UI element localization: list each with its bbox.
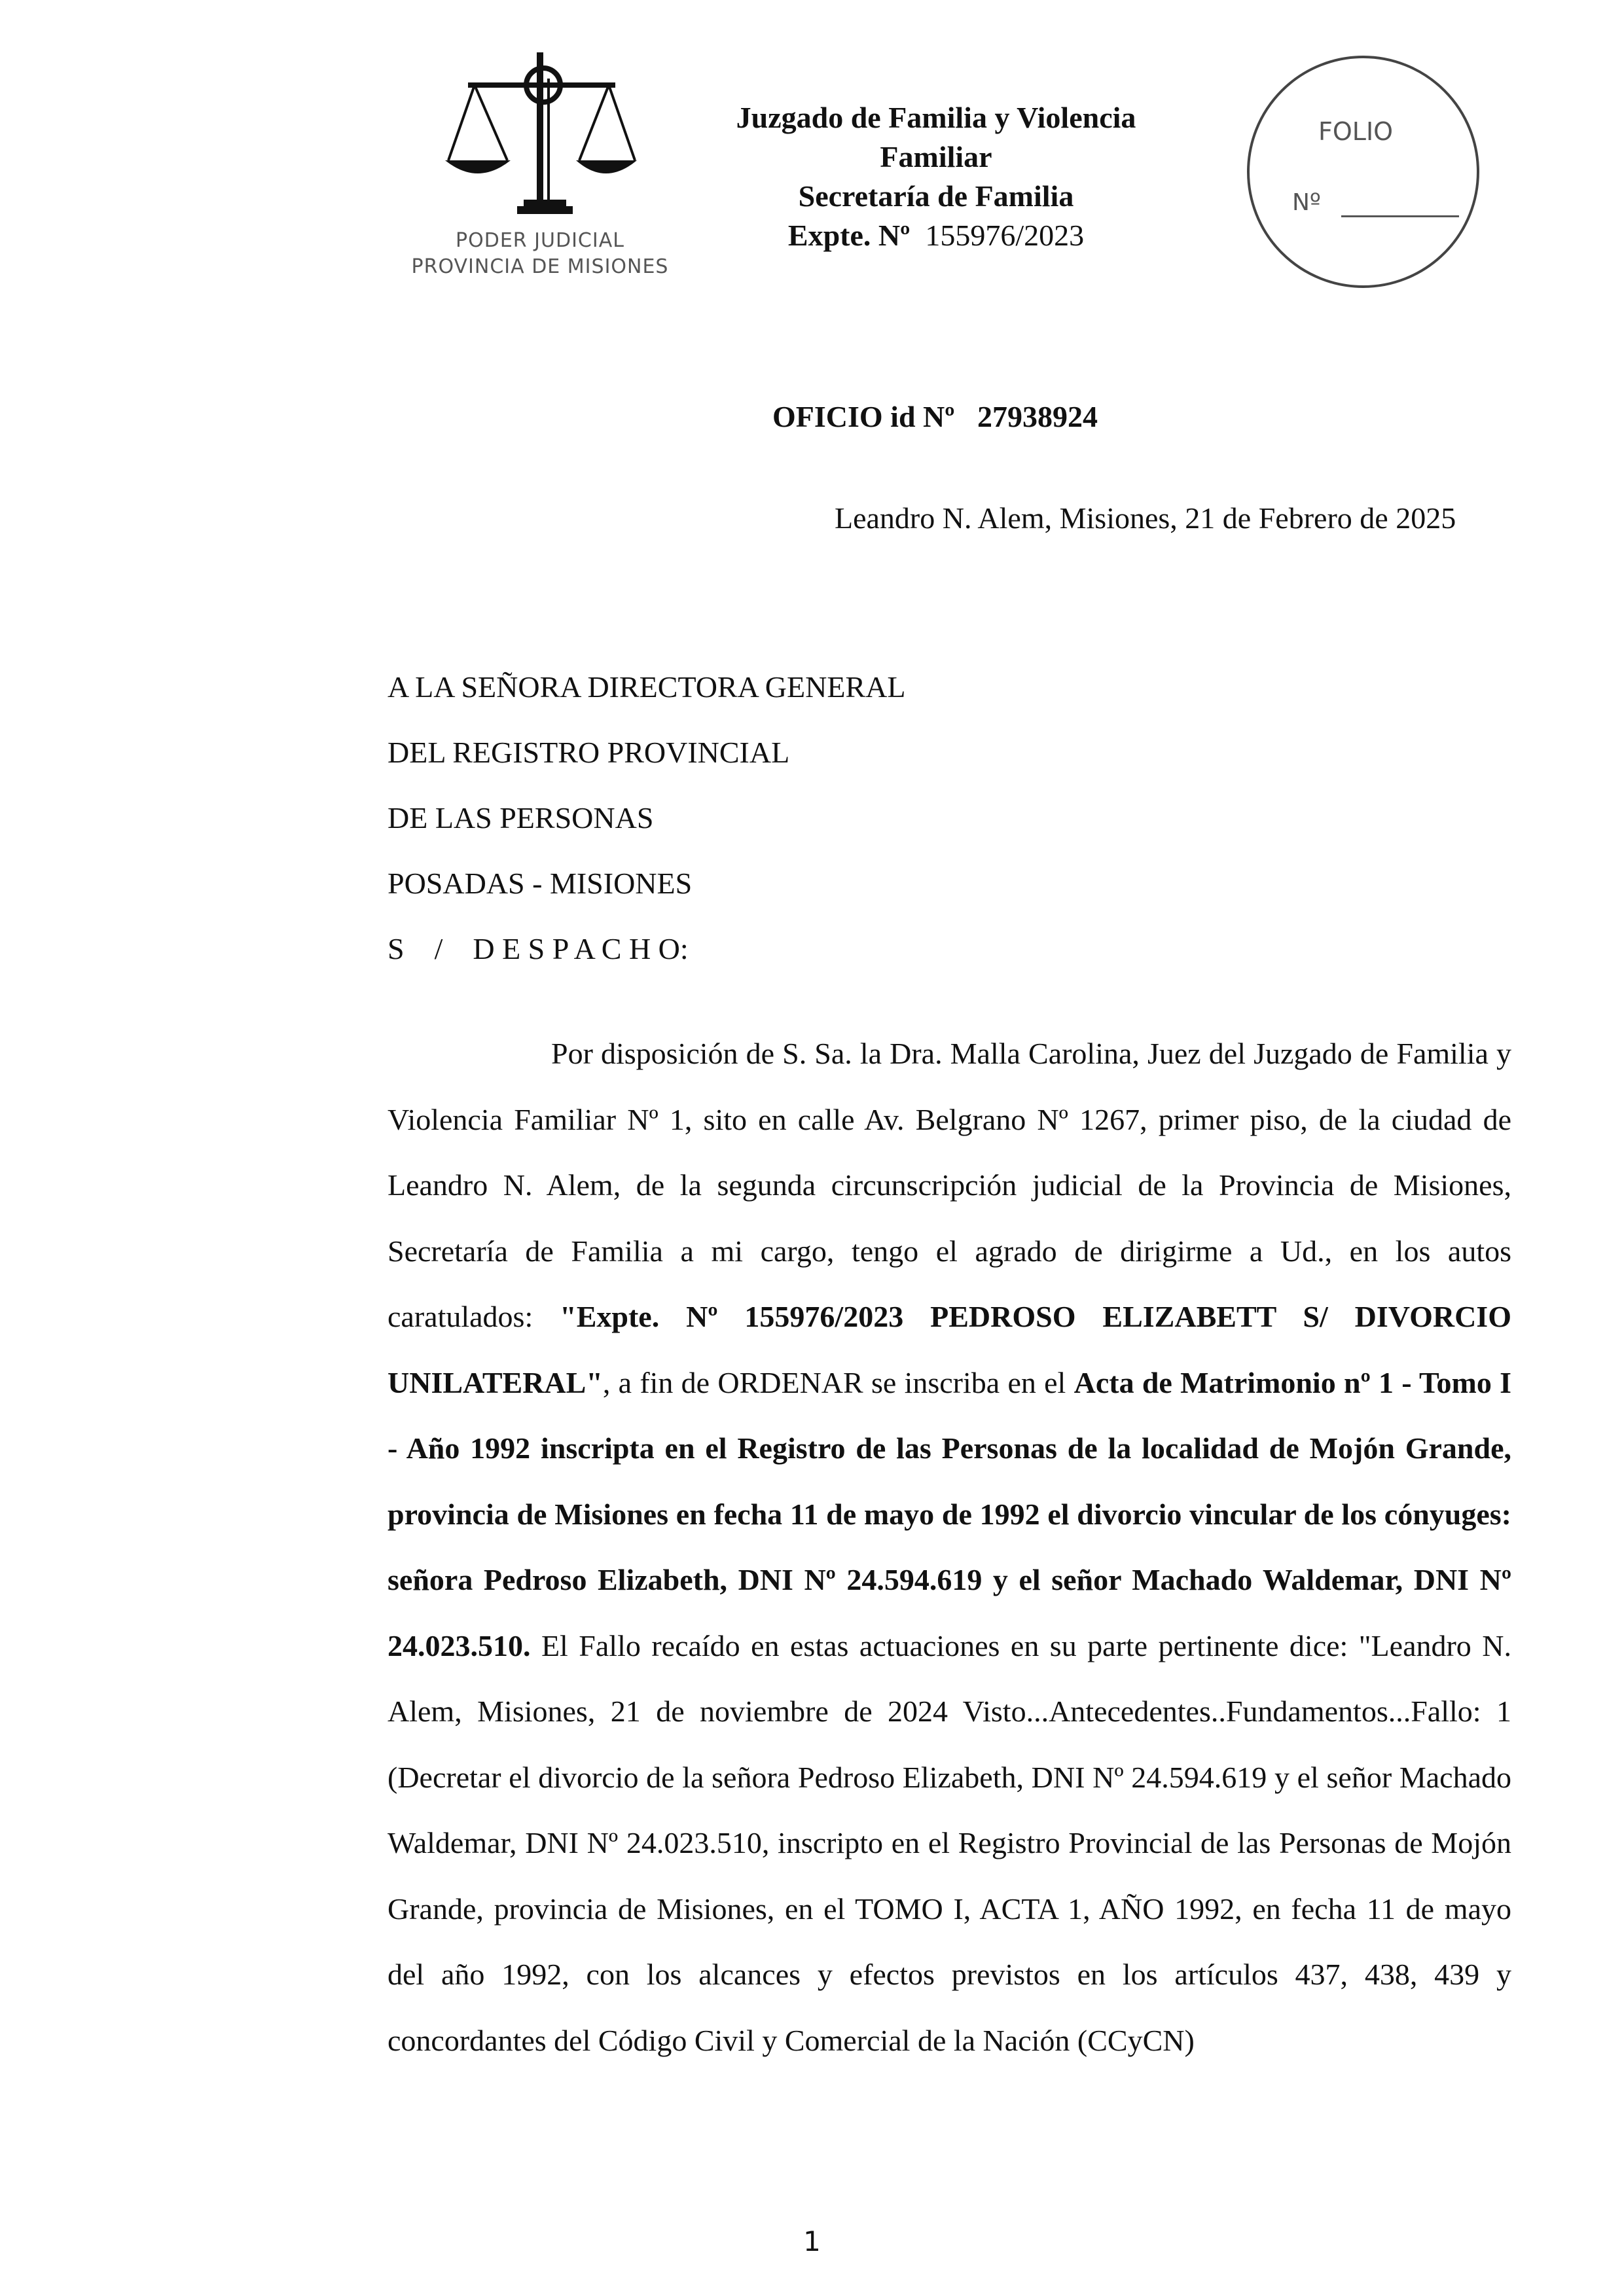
folio-number-blank [1341, 215, 1459, 217]
body-intro: Por disposición de S. Sa. la Dra. Malla Carolina, Juez del Juzgado de Familia y Violencia Familiar Nº 1, sito en calle Av. Belgrano Nº 1267, primer piso, de la ciudad de Leandro N. Alem, de la segunda circunscripción judicial de la Provincia de Misiones, Secretaría de Familia a mi cargo, tengo el agrado de dirigirme a Ud., en los autos caratulados: [388, 1037, 1511, 1333]
page-number: 1 [803, 2225, 821, 2257]
scales-of-justice-icon [442, 39, 638, 229]
expte-label: Expte. Nº [787, 219, 911, 252]
oficio-label: OFICIO id Nº [772, 400, 955, 433]
body-paragraph [388, 1021, 1511, 2073]
fallo-quote: El Fallo recaído en estas actuaciones en su parte pertinente dice: "Leandro N. Alem, Misiones, 21 de noviembre de 2024 Visto...Antecedentes..Fundamentos...Fallo: 1 (Decretar el divorcio de la señora Pedroso Elizabeth, DNI Nº 24.594.619 y el señor Machado Waldemar, DNI Nº 24.023.510, inscripto en el Registro Provincial de las Personas de Mojón Grande, provincia de Misiones, en el TOMO I, ACTA 1, AÑO 1992, en fecha 11 de mayo del año 1992, con los alcances y efectos previstos en los artículos 437, 438, 439 y concordantes del Código Civil y Comercial de la Nación (CCyCN) [388, 1628, 1511, 2057]
secretaria-line: Secretaría de Familia [798, 179, 1074, 213]
caratula: "Expte. Nº 155976/2023 PEDROSO ELIZABETT S/ DIVORCIO UNILATERAL" [388, 1300, 1511, 1399]
expte-number: 155976/2023 [925, 219, 1085, 252]
addressee-line: A LA SEÑORA DIRECTORA GENERAL [388, 670, 906, 704]
emblem-line-1: PODER JUDICIAL [456, 229, 624, 252]
court-name-line-1: Juzgado de Familia y Violencia [736, 101, 1136, 134]
folio-stamp [1247, 56, 1479, 288]
acta-details: Acta de Matrimonio nº 1 - Tomo I - Año 1992 inscripta en el Registro de las Personas de la localidad de Mojón Grande, provincia de Misiones en fecha 11 de mayo de 1992 el divorcio vincular de los cónyuges: señora Pedroso Elizabeth, DNI Nº 24.594.619 y el señor Machado Waldemar, DNI Nº 24.023.510. [388, 1365, 1511, 1662]
addressee-block [388, 668, 905, 995]
expte-line [707, 216, 1165, 255]
body-text [388, 1021, 1511, 2073]
oficio-number: 27938924 [977, 400, 1098, 433]
oficio-id [772, 399, 1098, 434]
folio-label: FOLIO [1318, 117, 1394, 146]
addressee-line: DEL REGISTRO PROVINCIAL [388, 736, 790, 769]
addressee-line: S / D E S P A C H O: [388, 932, 689, 965]
addressee-line: POSADAS - MISIONES [388, 867, 693, 900]
addressee-line: DE LAS PERSONAS [388, 801, 654, 834]
emblem-line-2: PROVINCIA DE MISIONES [411, 255, 669, 278]
place-date: Leandro N. Alem, Misiones, 21 de Febrero de 2025 [835, 501, 1456, 535]
court-heading [707, 98, 1165, 255]
court-name-line-2: Familiar [880, 140, 992, 173]
body-order: , a fin de ORDENAR se inscriba en el [602, 1365, 1074, 1399]
folio-number-label: Nº [1292, 189, 1321, 216]
poder-judicial-emblem [403, 39, 677, 295]
